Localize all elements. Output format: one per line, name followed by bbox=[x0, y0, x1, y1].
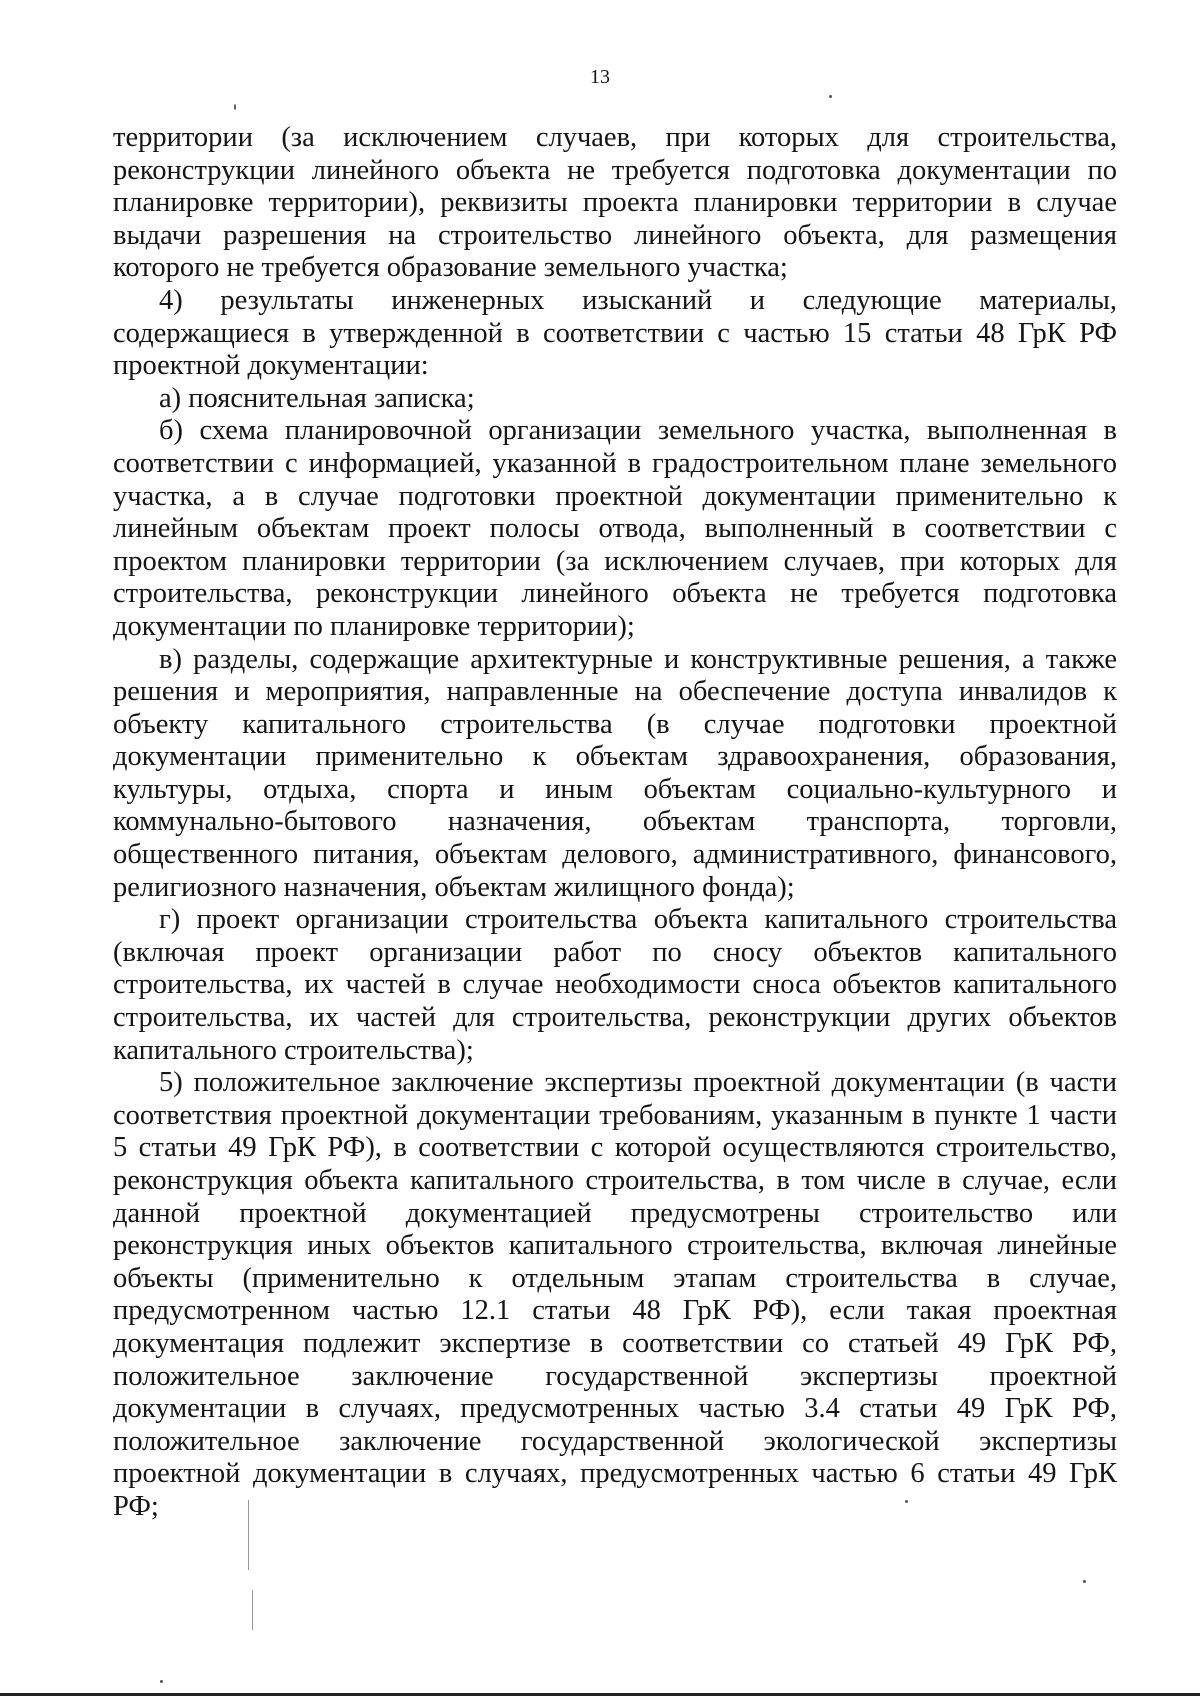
scan-streak bbox=[248, 1500, 249, 1570]
scan-speck bbox=[160, 1680, 163, 1683]
paragraph-item-5: 5) положительное заключение экспертизы проектной документации (в части соответствия проектной документации требованиям, указанным в пункте 1 части 5 статьи 49 ГрК РФ), в соответствии с которой осуществляются строительство, реконструкция объекта капитального строительства, в том числе в случае, если данной проектной документацией предусмотрены строительство или реконструкция иных объектов капитального строительства, включая линейные объекты (применительно к отдельным этапам строительства в случае, предусмотренном частью 12.1 статьи 48 ГрК РФ), если такая проектная документация подлежит экспертизе в соответствии со статьей 49 ГрК РФ, положительное заключение государственной экспертизы проектной документации в случаях, предусмотренных частью 3.4 статьи 49 ГрК РФ, положительное заключение государственной экологической экспертизы проектной документации в случаях, предусмотренных частью 6 статьи 49 ГрК РФ; bbox=[113, 1067, 1117, 1522]
paragraph-item-4a: а) пояснительная записка; bbox=[159, 382, 475, 414]
scan-speck bbox=[234, 104, 236, 110]
paragraph-item-4g: г) проект организации строительства объекта капитального строительства (включая проект организации работ по сносу объектов капитального строительства, их частей в случае необходимости сноса объектов капитального строительства, их частей для строительства, реконструкции других объектов капитального строительства); bbox=[113, 904, 1117, 1066]
scan-streak bbox=[252, 1590, 253, 1630]
page-bottom-border bbox=[0, 1693, 1200, 1696]
paragraph-item-4b: б) схема планировочной организации земельного участка, выполненная в соответствии с информацией, указанной в градостроительном плане земельного участка, а в случае подготовки проектной документации применительно к линейным объектам проект полосы отвода, выполненный в соответствии с проектом планировки территории (за исключением случаев, при которых для строительства, реконструкции линейного объекта не требуется подготовка документации по планировке территории); bbox=[113, 415, 1117, 642]
scan-speck bbox=[1083, 1580, 1086, 1583]
document-body bbox=[113, 122, 1117, 1524]
scan-speck bbox=[829, 95, 832, 98]
paragraph-item-4: 4) результаты инженерных изысканий и следующие материалы, содержащиеся в утвержденной в соответствии с частью 15 статьи 48 ГрК РФ проектной документации: bbox=[113, 284, 1117, 382]
paragraph-item-4v: в) разделы, содержащие архитектурные и конструктивные решения, а также решения и мероприятия, направленные на обеспечение доступа инвалидов к объекту капитального строительства (в случае подготовки проектной документации применительно к объектам здравоохранения, образования, культуры, отдыха, спорта и иным объектам социально-культурного и коммунально-бытового назначения, объектам транспорта, торговли, общественного питания, объектам делового, административного, финансового, религиозного назначения, объектам жилищного фонда); bbox=[113, 643, 1117, 903]
paragraph-continuation: территории (за исключением случаев, при которых для строительства, реконструкции линейного объекта не требуется подготовка документации по планировке территории), реквизиты проекта планировки территории в случае выдачи разрешения на строительство линейного объекта, для размещения которого не требуется образование земельного участка; bbox=[113, 122, 1117, 284]
page-number: 13 bbox=[590, 66, 610, 88]
scan-speck bbox=[905, 1500, 908, 1503]
